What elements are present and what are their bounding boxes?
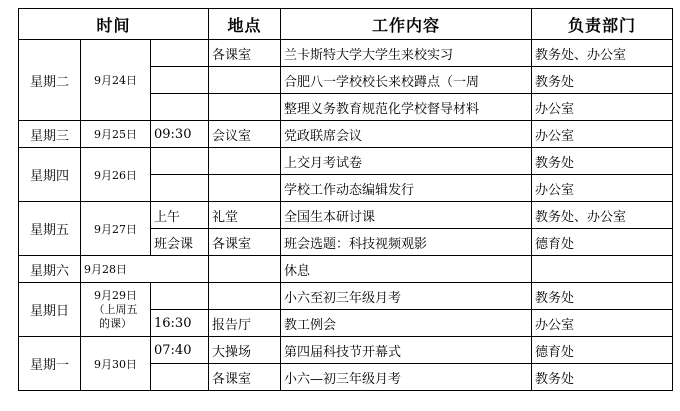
content-cell: 小六—初三年级月考 [281,364,532,391]
header-place: 地点 [209,9,281,40]
dept-cell: 德育处 [532,229,673,256]
content-cell: 休息 [281,256,532,283]
weekly-schedule-table [18,8,673,391]
time-cell: 16:30 [151,310,209,337]
place-cell: 大操场 [209,337,281,364]
time-cell [151,175,209,202]
date-note-line: 的课） [99,316,132,330]
day-cell: 星期五 [19,202,81,256]
header-time: 时间 [19,9,209,40]
place-cell [209,148,281,175]
place-cell [209,283,281,310]
dept-cell: 教务处 [532,67,673,94]
time-cell [151,94,209,121]
date-cell: 9月26日 [81,148,151,202]
dept-cell [532,256,673,283]
place-cell [209,94,281,121]
dept-cell: 办公室 [532,310,673,337]
day-cell: 星期四 [19,148,81,202]
time-cell [151,148,209,175]
time-cell [151,283,209,310]
place-cell: 各课室 [209,364,281,391]
place-cell [209,67,281,94]
place-cell: 会议室 [209,121,281,148]
time-cell [151,364,209,391]
place-cell [209,175,281,202]
content-cell: 整理义务教育规范化学校督导材料 [281,94,532,121]
content-cell: 教工例会 [281,310,532,337]
content-cell: 第四届科技节开幕式 [281,337,532,364]
day-cell: 星期三 [19,121,81,148]
date-cell: 9月24日 [81,40,151,121]
date-cell: 9月25日 [81,121,151,148]
content-cell: 班会选题：科技视频观影 [281,229,532,256]
content-cell: 学校工作动态编辑发行 [281,175,532,202]
dept-cell: 教务处 [532,283,673,310]
content-cell: 上交月考试卷 [281,148,532,175]
header-row [19,9,673,40]
content-cell: 小六至初三年级月考 [281,283,532,310]
date-cell: 9月27日 [81,202,151,256]
table-row [19,337,673,364]
content-cell: 合肥八一学校校长来校蹲点（一周 [281,67,532,94]
dept-cell: 教务处、办公室 [532,202,673,229]
place-cell [209,256,281,283]
date-cell [81,283,151,337]
day-cell: 星期二 [19,40,81,121]
day-cell: 星期一 [19,337,81,391]
place-cell: 礼堂 [209,202,281,229]
dept-cell: 教务处、办公室 [532,40,673,67]
date-line: 9月29日 [94,288,137,302]
day-cell: 星期六 [19,256,81,283]
table-row [19,121,673,148]
dept-cell: 办公室 [532,121,673,148]
time-cell: 班会课 [151,229,209,256]
header-content: 工作内容 [281,9,532,40]
time-cell [151,67,209,94]
place-cell: 报告厅 [209,310,281,337]
place-cell: 各课室 [209,40,281,67]
table-row [19,148,673,175]
date-cell: 9月30日 [81,337,151,391]
table-row [19,40,673,67]
time-cell: 07:40 [151,337,209,364]
time-cell: 上午 [151,202,209,229]
place-cell: 各课室 [209,229,281,256]
dept-cell: 办公室 [532,175,673,202]
dept-cell: 教务处 [532,148,673,175]
content-cell: 党政联席会议 [281,121,532,148]
content-cell: 全国生本研讨课 [281,202,532,229]
date-cell: 9月28日 [81,256,209,283]
dept-cell: 教务处 [532,364,673,391]
day-cell: 星期日 [19,283,81,337]
dept-cell: 办公室 [532,94,673,121]
table-row [19,202,673,229]
table-row [19,283,673,310]
date-note-line: （上周五 [93,302,138,316]
content-cell: 兰卡斯特大学大学生来校实习 [281,40,532,67]
time-cell [151,40,209,67]
dept-cell: 德育处 [532,337,673,364]
time-cell: 09:30 [151,121,209,148]
header-dept: 负责部门 [532,9,673,40]
table-row [19,256,673,283]
